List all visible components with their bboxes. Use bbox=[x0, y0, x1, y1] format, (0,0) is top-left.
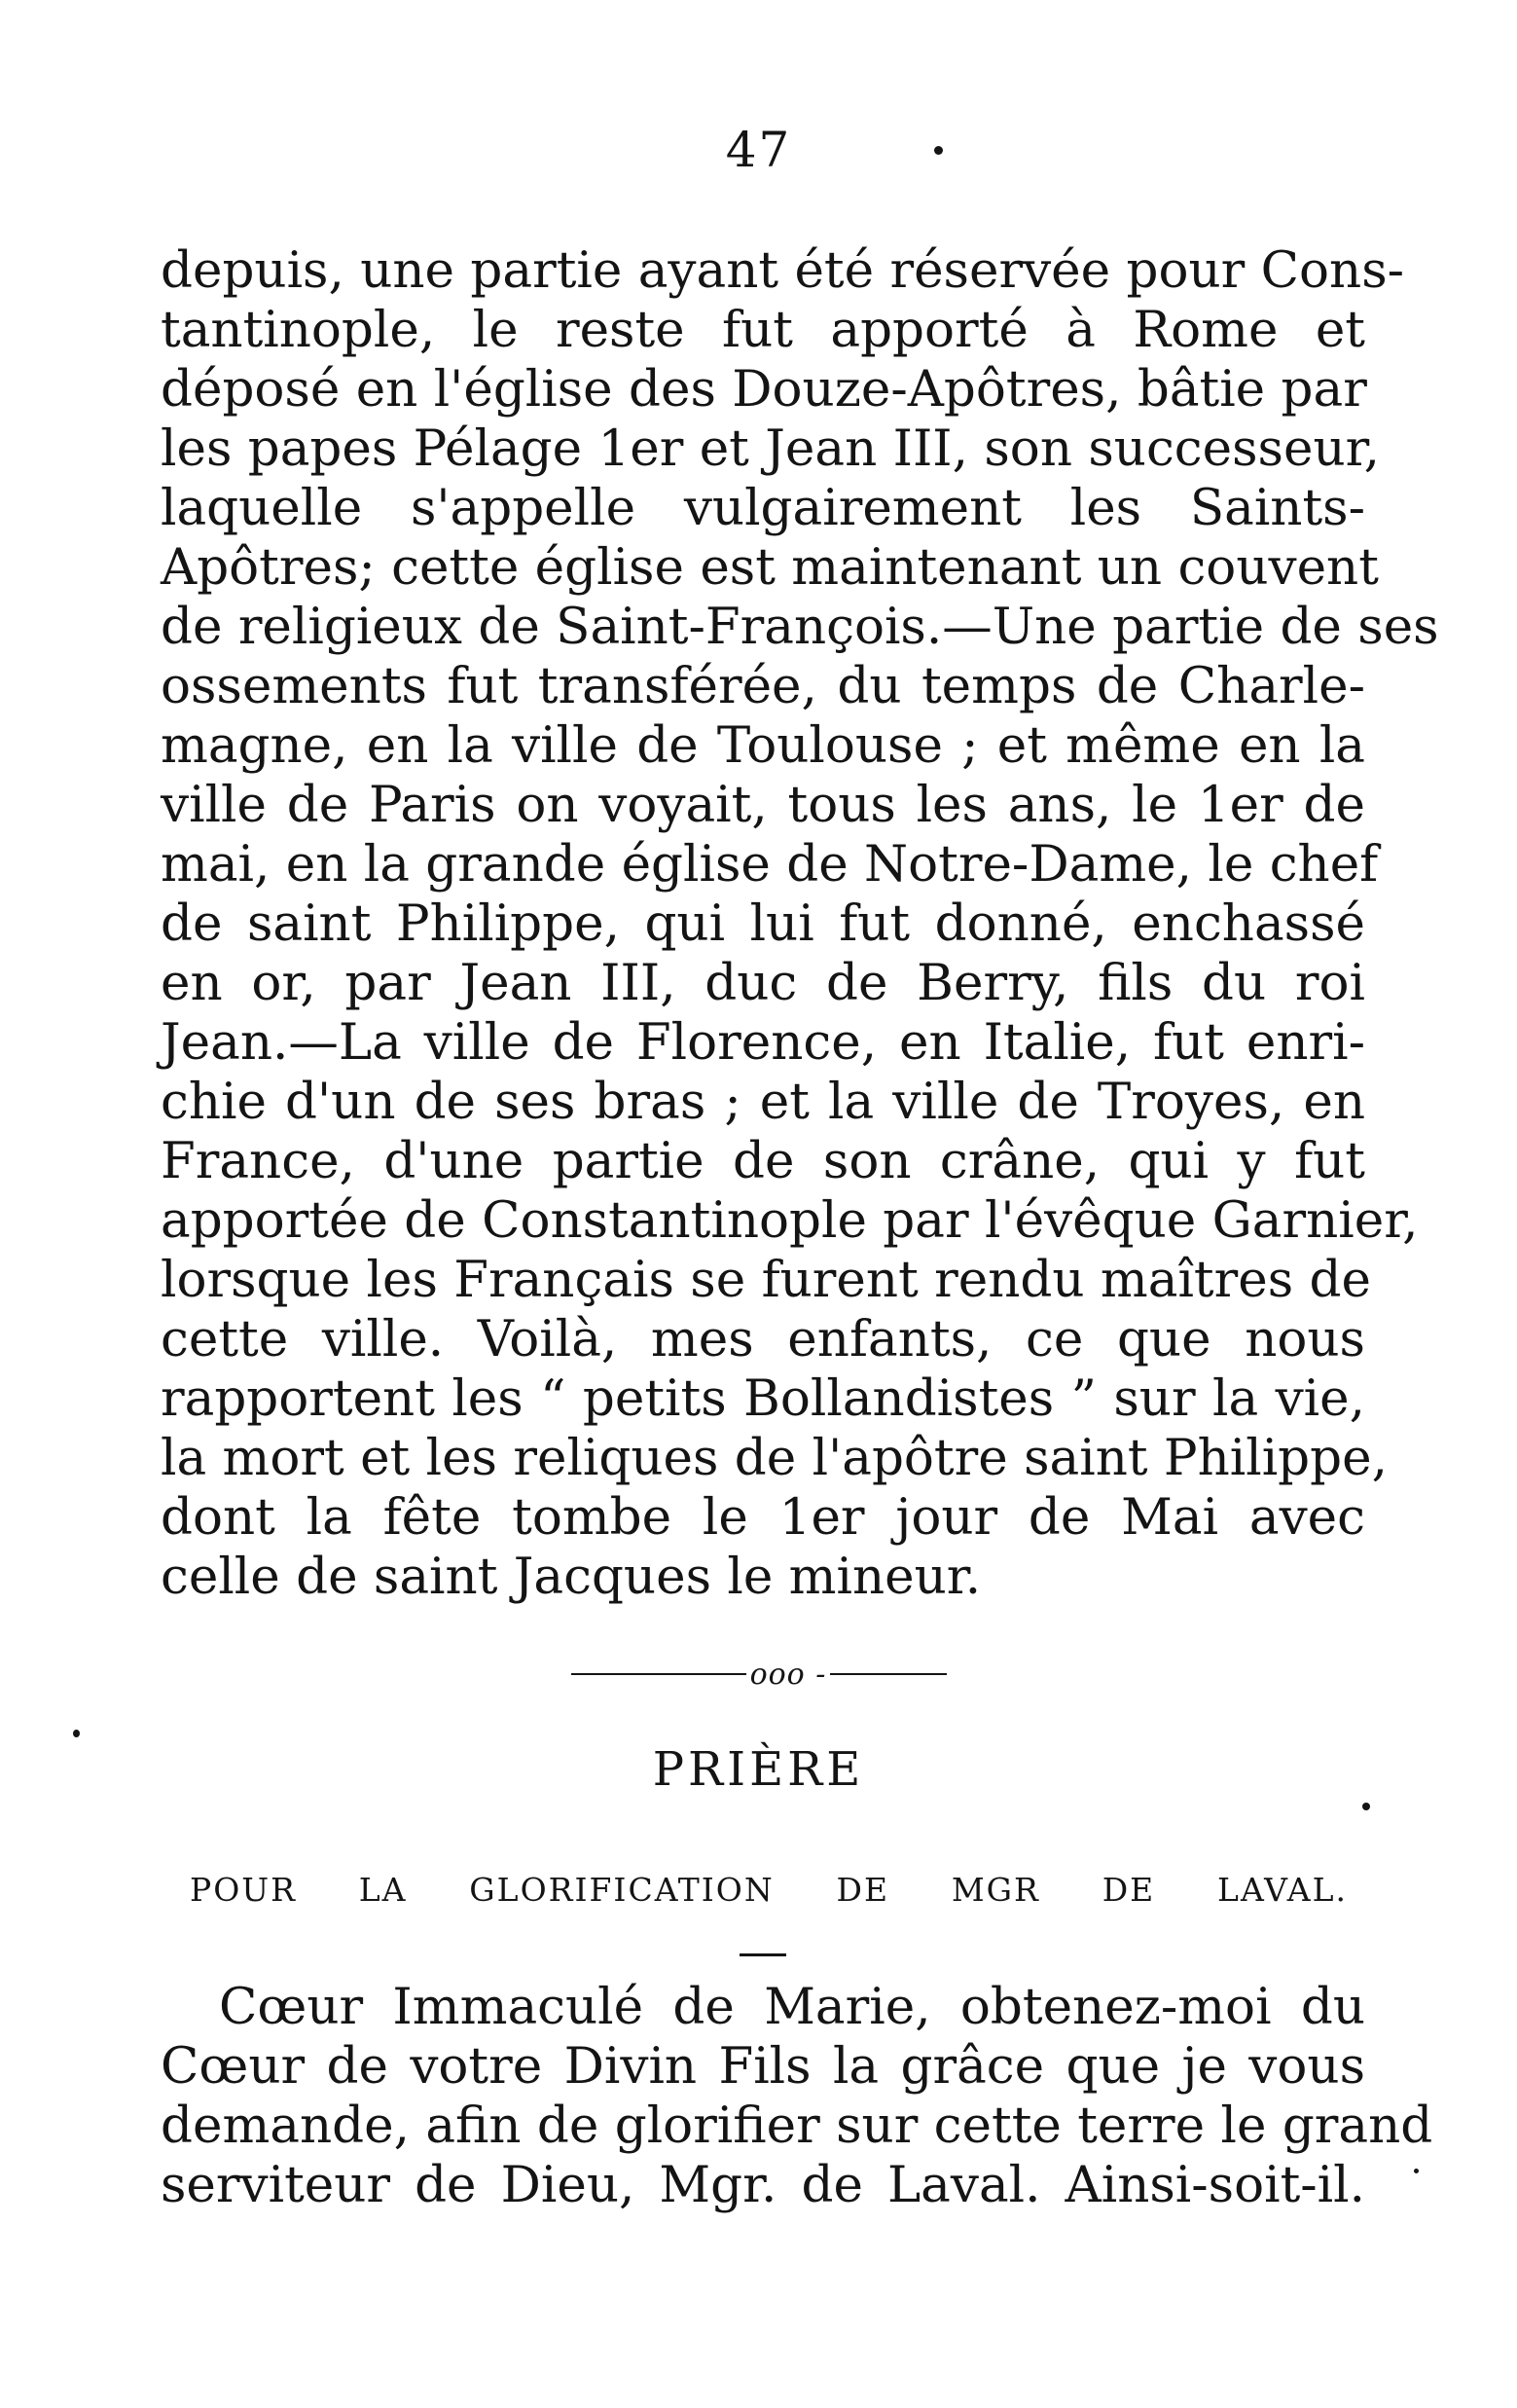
prayer-line: demande, afin de glorifier sur cette terre le grand bbox=[161, 2097, 1433, 2155]
text-line: les papes Pélage 1er et Jean III, son successeur, bbox=[161, 420, 1380, 478]
text-line: magne, en la ville de Toulouse ; et même en la bbox=[161, 716, 1365, 775]
text-line: laquelle s'appelle vulgairement les Saints- bbox=[161, 479, 1365, 537]
text-line: déposé en l'église des Douze-Apôtres, bâtie par bbox=[161, 360, 1367, 419]
text-line: tantinople, le reste fut apporté à Rome et bbox=[161, 301, 1365, 359]
print-speck bbox=[73, 1730, 80, 1737]
prayer-title: PRIÈRE bbox=[652, 1742, 865, 1797]
text-line: depuis, une partie ayant été réservée pour Cons- bbox=[161, 241, 1405, 300]
text-line: mai, en la grande église de Notre-Dame, le chef bbox=[161, 835, 1379, 894]
text-line: ossements fut transférée, du temps de Charle- bbox=[161, 657, 1365, 715]
divider-rule-left bbox=[571, 1673, 746, 1675]
print-speck bbox=[1362, 1803, 1370, 1810]
print-speck bbox=[1414, 2169, 1419, 2173]
text-line: lorsque les Français se furent rendu maîtres de bbox=[161, 1251, 1371, 1309]
text-line: de saint Philippe, qui lui fut donné, enchassé bbox=[161, 894, 1365, 953]
text-line: la mort et les reliques de l'apôtre saint Philippe, bbox=[161, 1429, 1388, 1487]
text-line: en or, par Jean III, duc de Berry, fils du roi bbox=[161, 954, 1365, 1012]
prayer-line: Cœur Immaculé de Marie, obtenez-moi du bbox=[219, 1978, 1365, 2036]
text-line: Apôtres; cette église est maintenant un couvent bbox=[161, 538, 1379, 597]
text-line: dont la fête tombe le 1er jour de Mai avec bbox=[161, 1488, 1365, 1547]
page-number: 47 bbox=[725, 122, 792, 178]
section-divider bbox=[550, 1655, 968, 1694]
text-line: chie d'un de ses bras ; et la ville de Troyes, en bbox=[161, 1073, 1365, 1131]
text-line: France, d'une partie de son crâne, qui y fut bbox=[161, 1132, 1365, 1190]
subtitle-rule bbox=[740, 1953, 786, 1956]
divider-rule-right bbox=[830, 1673, 947, 1675]
text-line: ville de Paris on voyait, tous les ans, le 1er de bbox=[161, 776, 1365, 834]
prayer-line: Cœur de votre Divin Fils la grâce que je vous bbox=[161, 2037, 1365, 2096]
prayer-paragraph bbox=[161, 1978, 1433, 2215]
body-paragraph bbox=[161, 241, 1439, 1607]
text-line: de religieux de Saint-François.—Une partie de ses bbox=[161, 598, 1439, 656]
text-line: cette ville. Voilà, mes enfants, ce que nous bbox=[161, 1310, 1365, 1368]
text-line: celle de saint Jacques le mineur. bbox=[161, 1548, 982, 1606]
divider-ornament: ooo - bbox=[749, 1657, 827, 1692]
page-number-dot bbox=[934, 146, 943, 155]
text-line: rapportent les “ petits Bollandistes ” sur la vie, bbox=[161, 1369, 1365, 1428]
prayer-line: serviteur de Dieu, Mgr. de Laval. Ainsi-soit-il. bbox=[161, 2156, 1365, 2214]
prayer-subtitle: POUR LA GLORIFICATION DE MGR DE LAVAL. bbox=[190, 1871, 1348, 1909]
text-line: apportée de Constantinople par l'évêque Garnier, bbox=[161, 1191, 1419, 1250]
text-line: Jean.—La ville de Florence, en Italie, fut enri- bbox=[161, 1013, 1365, 1072]
